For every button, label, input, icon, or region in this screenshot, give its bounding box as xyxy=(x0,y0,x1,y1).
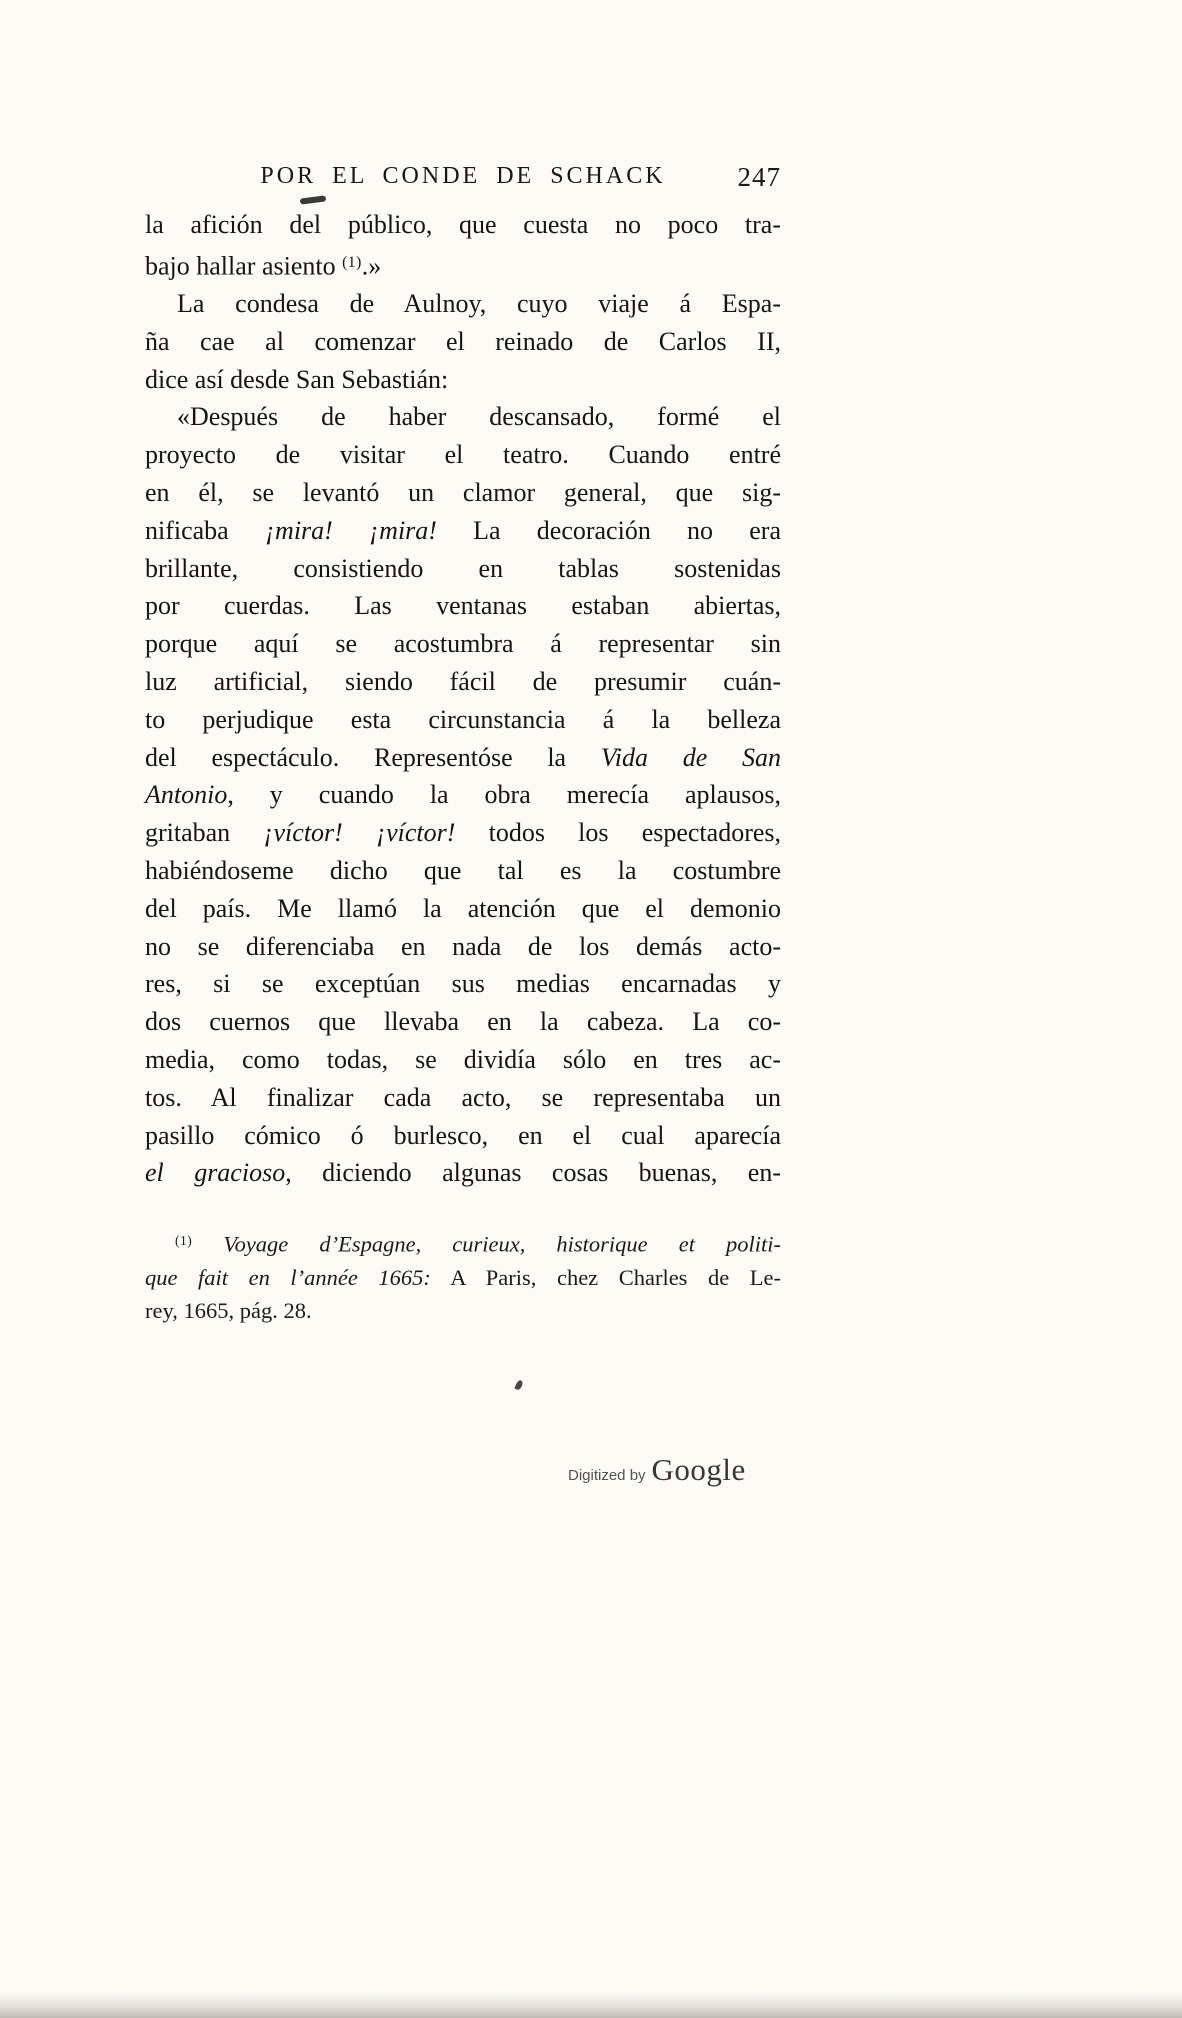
body-line xyxy=(145,550,781,588)
ink-speck xyxy=(514,1379,523,1391)
body-line xyxy=(145,776,781,814)
body-line xyxy=(145,398,781,436)
italic-segment: el gracioso xyxy=(145,1158,286,1188)
text-segment: habiéndoseme dicho que tal es la costumbre xyxy=(145,856,781,886)
italic-segment: Antonio xyxy=(145,780,228,810)
body-line xyxy=(145,361,781,399)
body-line xyxy=(145,474,781,512)
body-line xyxy=(145,739,781,777)
text-segment: La decoración no era xyxy=(436,515,781,545)
italic-segment: ¡mira! ¡mira! xyxy=(264,515,437,545)
text-segment: proyecto de visitar el teatro. Cuando entré xyxy=(145,440,781,470)
text-segment: «Después de haber descansado, formé el xyxy=(177,402,781,432)
text-segment: no se diferenciaba en nada de los demás acto- xyxy=(145,931,781,961)
body-line xyxy=(145,625,781,663)
body-line xyxy=(145,852,781,890)
text-segment: gritaban xyxy=(145,818,264,848)
italic-segment: Voyage d’Espagne, curieux, historique et politi- xyxy=(223,1231,781,1257)
body-line xyxy=(145,206,781,244)
italic-segment: Vida de San xyxy=(600,742,781,772)
text-segment: porque aquí se acostumbra á representar sin xyxy=(145,629,781,659)
text-segment: todos los espectadores, xyxy=(455,818,782,848)
body-line xyxy=(145,890,781,928)
page-number: 247 xyxy=(737,162,781,192)
text-segment: brillante, consistiendo en tablas sostenidas xyxy=(145,553,781,583)
body-line xyxy=(145,1117,781,1155)
body-line xyxy=(145,1079,781,1117)
text-segment: rey, 1665, pág. 28. xyxy=(145,1298,312,1324)
text-segment: la afición del público, que cuesta no poco tra- xyxy=(145,210,781,239)
body-line xyxy=(145,1154,781,1192)
body-line xyxy=(145,587,781,625)
text-segment: dice así desde San Sebastián: xyxy=(145,364,449,394)
text-segment: bajo hallar asiento xyxy=(145,251,343,281)
italic-segment: que fait en l’année 1665: xyxy=(145,1264,431,1290)
text-segment: to perjudique esta circunstancia á la belleza xyxy=(145,704,781,734)
text-segment: dos cuernos que llevaba en la cabeza. La co- xyxy=(145,1007,781,1037)
text-segment: A Paris, chez Charles de Le- xyxy=(430,1264,782,1290)
body-line xyxy=(145,663,781,701)
body-line xyxy=(145,928,781,966)
text-segment: en él, se levantó un clamor general, que sig- xyxy=(145,478,781,508)
body-line xyxy=(145,814,781,852)
body-line xyxy=(145,965,781,1003)
body-line xyxy=(145,285,781,323)
footnote-line xyxy=(145,1294,781,1328)
body-line xyxy=(145,701,781,739)
text-segment: , y cuando la obra merecía aplausos, xyxy=(227,780,781,810)
text-segment: , diciendo algunas cosas buenas, en- xyxy=(285,1158,782,1188)
running-head xyxy=(145,163,781,197)
digitized-by-label: Digitized by xyxy=(568,1467,646,1484)
text-segment: del espectáculo. Representóse la xyxy=(145,742,601,772)
footnote-text xyxy=(145,1224,781,1328)
text-segment: por cuerdas. Las ventanas estaban abiertas, xyxy=(145,591,781,621)
digitized-watermark xyxy=(568,1452,746,1488)
footnote-marker: (1) xyxy=(175,1233,193,1248)
running-title: POR EL CONDE DE SCHACK xyxy=(260,163,666,189)
text-segment xyxy=(192,1231,223,1256)
body-line xyxy=(145,323,781,361)
body-line xyxy=(145,436,781,474)
text-segment: pasillo cómico ó burlesco, en el cual aparecía xyxy=(145,1120,781,1150)
text-segment: La condesa de Aulnoy, cuyo viaje á Espa- xyxy=(177,289,781,319)
text-segment: res, si se exceptúan sus medias encarnadas y xyxy=(145,969,781,999)
body-line xyxy=(145,244,781,285)
text-segment: ña cae al comenzar el reinado de Carlos II, xyxy=(145,326,781,356)
text-segment: nificaba xyxy=(145,515,265,545)
footnote-line xyxy=(145,1261,781,1295)
footnote-line xyxy=(145,1224,781,1261)
body-line xyxy=(145,512,781,550)
text-segment: del país. Me llamó la atención que el demonio xyxy=(145,893,781,923)
text-segment: media, como todas, se dividía sólo en tres ac- xyxy=(145,1045,781,1075)
italic-segment: ¡víctor! ¡víctor! xyxy=(263,818,456,848)
google-logo: Google xyxy=(651,1452,746,1487)
body-line xyxy=(145,1003,781,1041)
body-line xyxy=(145,1041,781,1079)
footnote-marker: (1) xyxy=(342,253,362,271)
scan-edge xyxy=(0,1992,1182,2018)
text-segment: luz artificial, siendo fácil de presumir cuán- xyxy=(145,667,781,697)
text-segment: tos. Al finalizar cada acto, se representaba un xyxy=(145,1082,781,1112)
text-segment: .» xyxy=(361,251,382,281)
body-text xyxy=(145,206,781,1192)
